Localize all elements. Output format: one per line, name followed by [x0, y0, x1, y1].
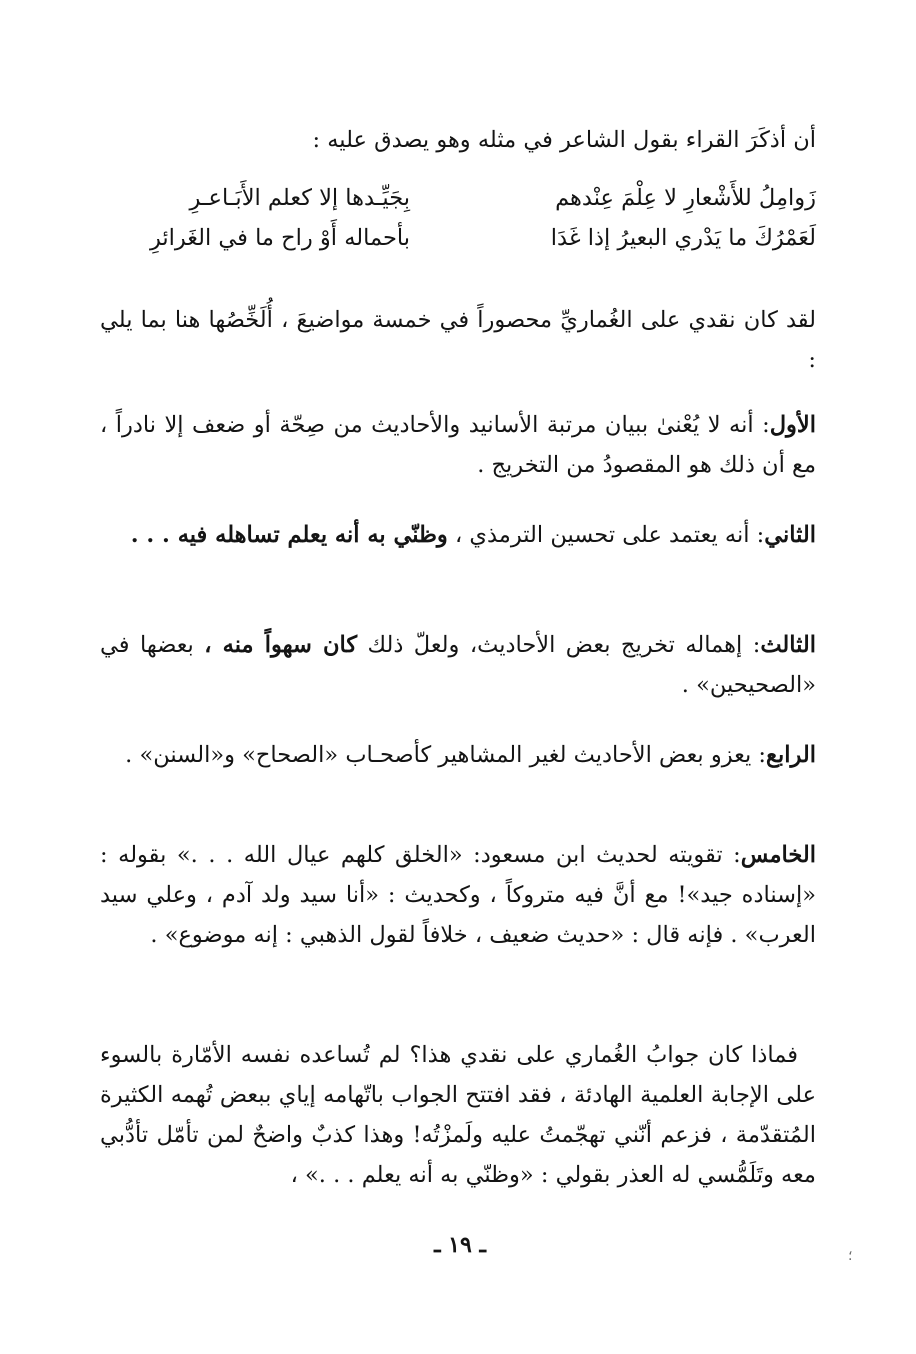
poem-line	[100, 218, 816, 258]
poem	[100, 178, 816, 258]
point-label: الخامس	[740, 842, 816, 868]
point-text: : يعزو بعض الأحاديث لغير المشاهير كأصحـاب «الصحاح» و«السنن» .	[125, 742, 766, 768]
point-text: : تقويته لحديث ابن مسعود: «الخلق كلهم عيال الله . . .» بقوله : «إسناده جيد»! مع أنَّ فيه متروكاً ، وكحديث : «أنا سيد ولد آدم ، وعلي سيد العرب» . فإنه قال : «حديث ضعيف ، خلافاً لقول الذهبي : إنه موضوع» .	[100, 842, 816, 948]
point-third	[100, 625, 816, 705]
point-first	[100, 405, 816, 485]
summary-paragraph: لقد كان نقدي على الغُماريِّ محصوراً في خمسة مواضيعَ ، أُلَخِّصُها هنا بما يلي :	[100, 307, 816, 373]
point-text: بعضها في «الصحيحين» .	[100, 632, 816, 698]
closing-paragraph: فماذا كان جوابُ الغُماري على نقدي هذا؟ لم تُساعده نفسه الأمّارة بالسوء على الإجابة العلمية الهادئة ، فقد افتتح الجواب باتّهامه إياي ببعض تُهمه الكثيرة المُتقدّمة ، فزعم أنّني تهجّمتُ عليه ولَمزْتُه! وهذا كذبٌ واضحٌ لمن تأمّل تأدُّبي معه وتَلَمُّسي له العذر بقولي : «وظنّي به أنه يعلم . . .» ،	[100, 1042, 816, 1188]
poem-hemistich: بِجَيِّـدها إلا كعلم الأَبَـاعـرِ	[189, 185, 410, 211]
poem-line	[100, 178, 816, 218]
point-label: الأول	[769, 412, 816, 438]
point-second	[100, 515, 816, 555]
page-number: ـ ١٩ ـ	[434, 1232, 486, 1258]
intro-line: أن أذكَرَ القراء بقول الشاعر في مثله وهو يصدق عليه :	[312, 127, 816, 153]
point-label: الثاني	[764, 522, 816, 548]
point-emphasis: وظنّي به أنه يعلم تساهله فيه . . .	[130, 522, 448, 548]
poem-hemistich: زَوامِلُ للأَشْعارِ لا عِلْمَ عِنْدهم	[555, 185, 816, 211]
point-text: : أنه يعتمد على تحسين الترمذي ،	[447, 522, 765, 548]
point-label: الرابع	[765, 742, 816, 768]
margin-mark: ؛	[848, 1248, 853, 1264]
point-fourth	[100, 735, 816, 775]
point-text: : أنه لا يُعْنىٰ ببيان مرتبة الأسانيد والأحاديث من صِحّة أو ضعف إلا نادراً ، مع أن ذلك هو المقصودُ من التخريج .	[100, 412, 816, 478]
point-text: : إهماله تخريج بعض الأحاديث، ولعلّ ذلك	[357, 632, 761, 658]
point-fifth	[100, 835, 816, 955]
poem-hemistich: بأحماله أَوْ راح ما في الغَرائرِ	[149, 225, 410, 251]
poem-hemistich: لَعَمْرُكَ ما يَدْري البعيرُ إذا غَدَا	[550, 225, 816, 251]
point-emphasis: كان سهواً منه ،	[204, 632, 358, 658]
point-label: الثالث	[760, 632, 817, 658]
